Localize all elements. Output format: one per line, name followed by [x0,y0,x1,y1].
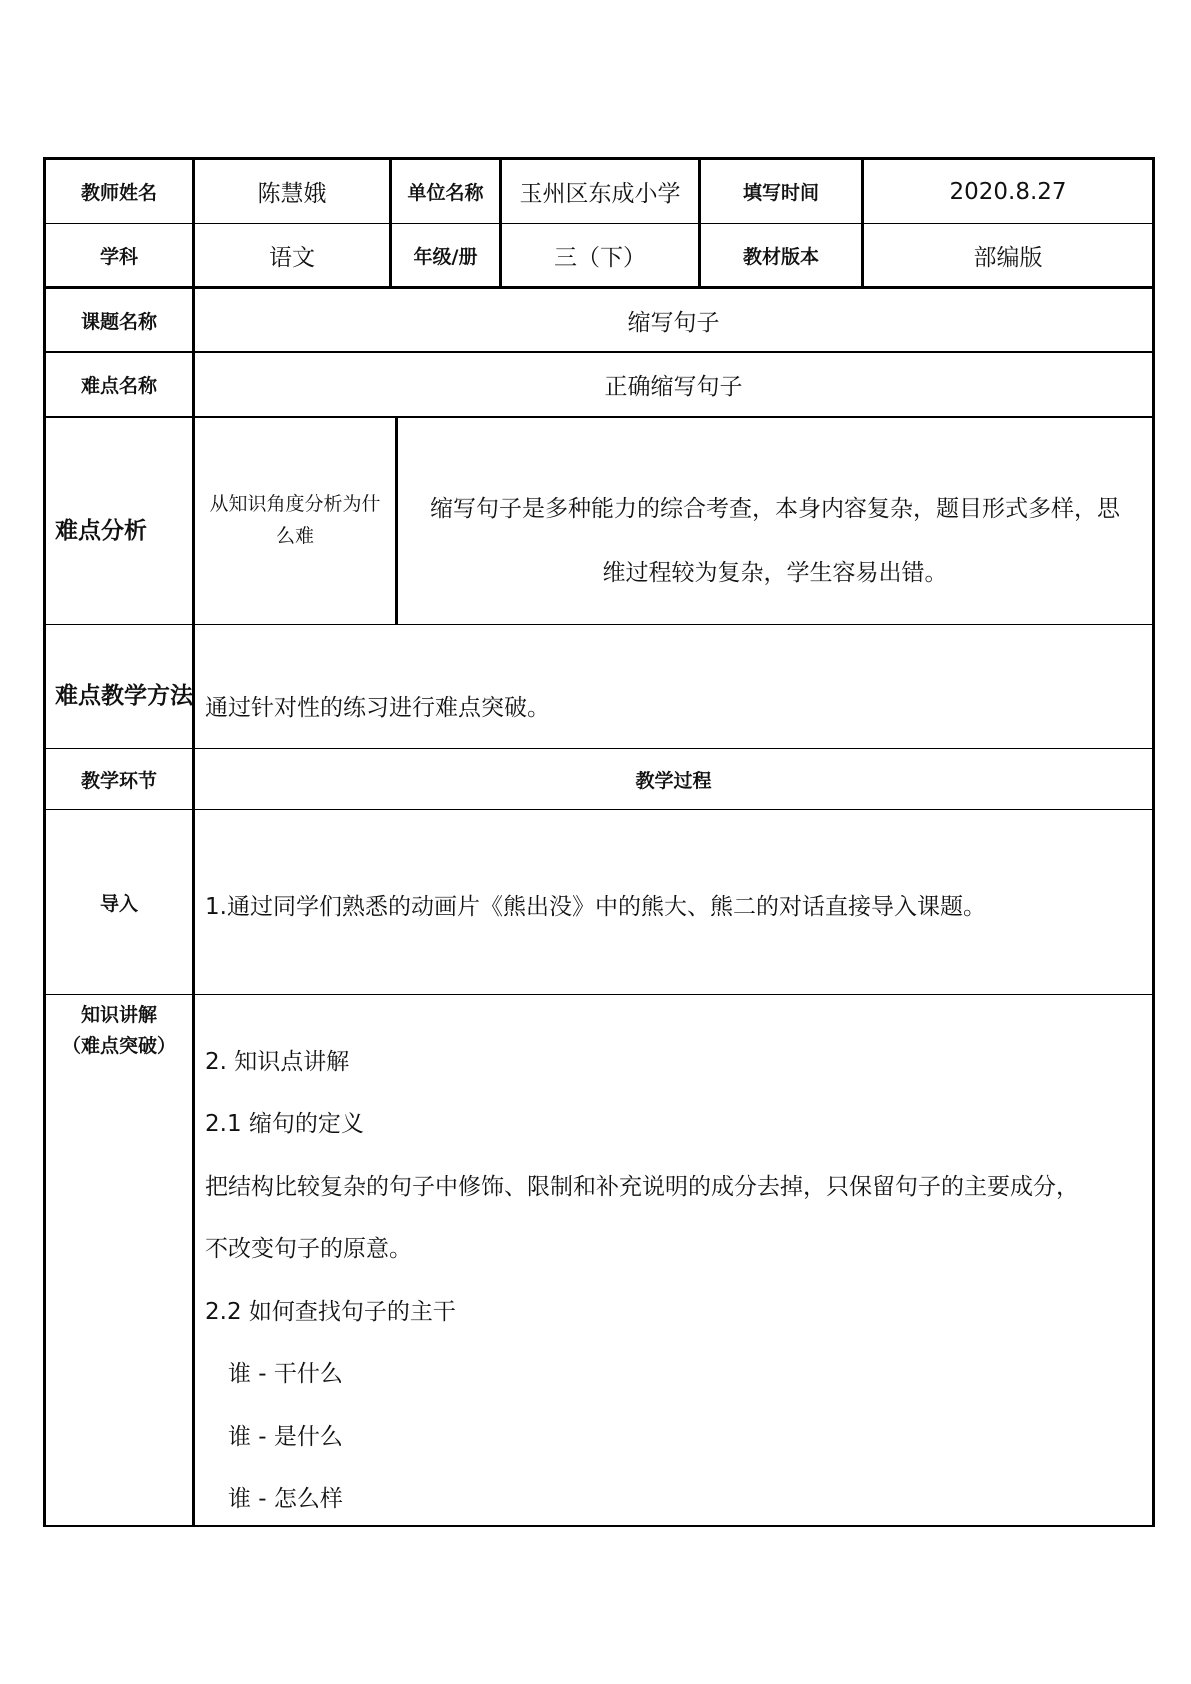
edition-label: 教材版本 [742,245,819,268]
knowledge-line: 把结构比较复杂的句子中修饰、限制和补充说明的成分去掉，只保留句子的主要成分， [205,1174,1079,1200]
teacher-name-value: 陈慧娥 [257,181,327,207]
knowledge-line: 谁 - 是什么 [228,1424,343,1450]
knowledge-line: 2. 知识点讲解 [205,1049,350,1075]
analysis-sublabel: 从知识角度分析为什么难 [209,493,381,547]
process-section-value: 教学过程 [635,769,712,792]
edition-value: 部编版 [973,244,1043,271]
process-section-label: 教学环节 [80,769,157,792]
grade-label: 年级/册 [413,245,478,268]
difficulty-value: 正确缩写句子 [604,374,743,400]
method-value: 通过针对性的练习进行难点突破。 [205,695,550,721]
table-rule [43,624,1155,625]
table-border-bottom [43,1525,1155,1527]
method-label: 难点教学方法 [55,683,193,709]
table-rule [43,994,1155,995]
grade-value: 三（下） [554,244,646,271]
fill-time-label: 填写时间 [742,182,819,204]
topic-label: 课题名称 [80,310,157,333]
unit-name-value: 玉州区东成小学 [519,181,681,207]
unit-name-label: 单位名称 [407,182,484,204]
fill-time-value: 2020.8.27 [949,178,1067,205]
knowledge-line: 不改变句子的原意。 [205,1236,412,1262]
table-border-right [1152,157,1155,1527]
knowledge-line: 谁 - 怎么样 [228,1486,343,1512]
knowledge-label-line-1: 知识讲解 [80,1003,157,1026]
table-rule [43,416,1155,418]
subject-value: 语文 [269,244,315,271]
knowledge-line: 2.2 如何查找句子的主干 [205,1299,456,1325]
topic-value: 缩写句子 [627,309,720,336]
analysis-label: 难点分析 [55,518,147,544]
analysis-line-2: 维过程较为复杂，学生容易出错。 [602,559,948,586]
table-rule [43,809,1155,810]
subject-label: 学科 [99,245,138,268]
intro-label: 导入 [99,892,138,915]
intro-value: 1.通过同学们熟悉的动画片《熊出没》中的熊大、熊二的对话直接导入课题。 [205,894,986,920]
teacher-name-label: 教师姓名 [80,182,157,204]
knowledge-line: 2.1 缩句的定义 [205,1111,364,1137]
analysis-line-1: 缩写句子是多种能力的综合考查，本身内容复杂，题目形式多样，思 [430,495,1120,522]
knowledge-label-line-2: （难点突破） [61,1034,176,1057]
difficulty-label: 难点名称 [80,375,157,397]
knowledge-line: 谁 - 干什么 [228,1361,343,1387]
